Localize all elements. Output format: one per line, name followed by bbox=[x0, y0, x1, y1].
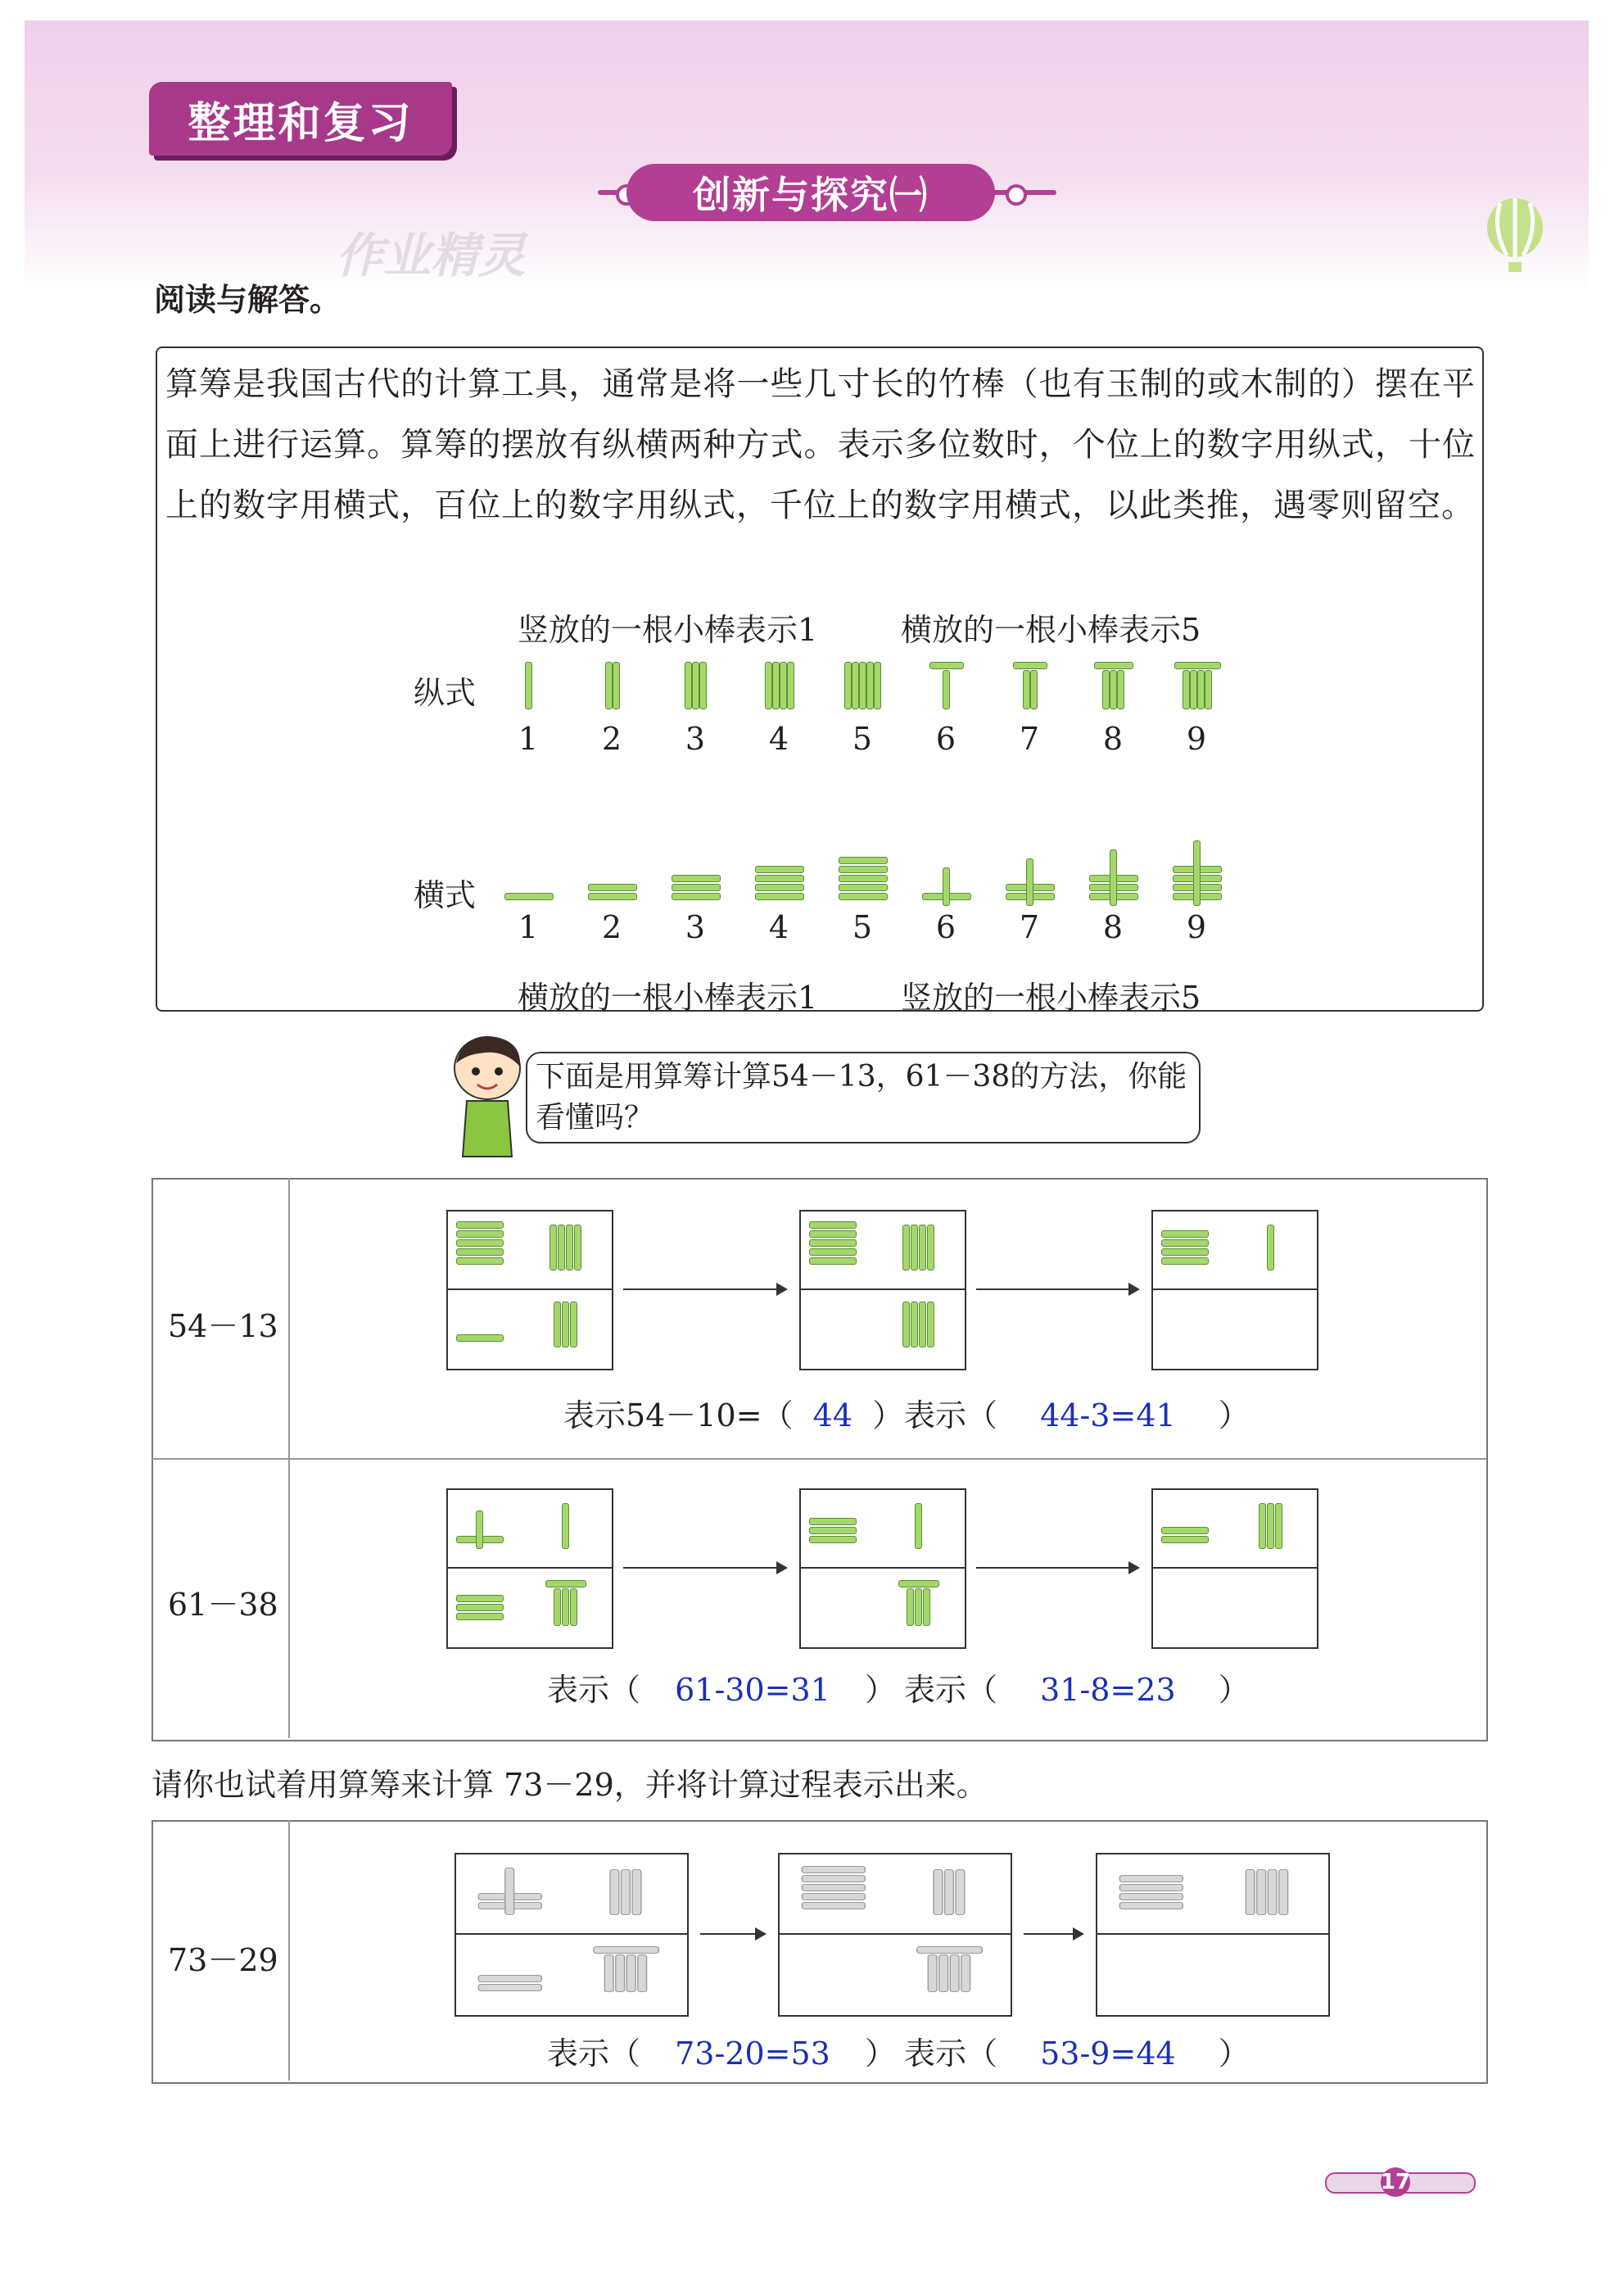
rod bbox=[631, 1869, 641, 1915]
rod bbox=[456, 1230, 504, 1238]
horizontal-digit-label: 9 bbox=[1186, 909, 1207, 945]
rod bbox=[1278, 1869, 1288, 1915]
rod bbox=[562, 1588, 569, 1626]
rod bbox=[478, 1975, 542, 1982]
rod bbox=[898, 1580, 939, 1587]
exercise-answer-2: 53-9=44 bbox=[1040, 2036, 1176, 2072]
frame-divider bbox=[801, 1288, 965, 1290]
rod bbox=[839, 875, 888, 882]
rod bbox=[780, 662, 787, 709]
rod bbox=[929, 662, 964, 669]
example-1-caption-1: 表示54－10=（ 44 ） bbox=[563, 1397, 904, 1433]
rod bbox=[476, 1510, 483, 1549]
rod bbox=[588, 893, 637, 900]
rod bbox=[809, 1536, 857, 1543]
rod bbox=[839, 857, 888, 864]
rod bbox=[1246, 1869, 1255, 1915]
boy-character-icon bbox=[446, 1034, 528, 1165]
exercise-label: 73－29 bbox=[168, 1942, 278, 1978]
rod bbox=[1119, 1884, 1183, 1891]
example-2-answer-2: 31-8=23 bbox=[1040, 1672, 1176, 1708]
rod bbox=[1119, 1875, 1183, 1882]
rod bbox=[613, 662, 620, 709]
example-2-step-1-frame bbox=[446, 1488, 613, 1649]
rod bbox=[570, 1302, 577, 1347]
rod bbox=[1161, 1230, 1209, 1238]
example-1-caption-2: 表示（ 44-3=41 ） bbox=[904, 1397, 1250, 1433]
horizontal-digit-label: 8 bbox=[1102, 909, 1124, 945]
arrow-icon bbox=[623, 1288, 785, 1290]
rod bbox=[525, 662, 532, 709]
frame-divider bbox=[448, 1288, 612, 1290]
vertical-caption-right: 横放的一根小棒表示5 bbox=[901, 612, 1201, 648]
rod bbox=[916, 1946, 983, 1954]
rod bbox=[456, 1239, 504, 1247]
horizontal-caption-right: 竖放的一根小棒表示5 bbox=[901, 980, 1201, 1016]
rod bbox=[562, 1503, 569, 1549]
rod bbox=[1190, 670, 1197, 709]
exercise-step-1-frame bbox=[455, 1853, 689, 2017]
rod bbox=[558, 1225, 565, 1270]
rod bbox=[839, 866, 888, 873]
rod bbox=[1023, 670, 1030, 709]
rod bbox=[915, 1588, 922, 1626]
rod bbox=[692, 662, 699, 709]
rod bbox=[1268, 1869, 1278, 1915]
rod bbox=[1161, 1536, 1209, 1543]
rod bbox=[911, 1225, 918, 1270]
rod bbox=[802, 1875, 866, 1882]
arrow-icon bbox=[623, 1567, 785, 1569]
rod bbox=[809, 1527, 857, 1534]
rod bbox=[574, 1225, 581, 1270]
vertical-digit-label: 5 bbox=[852, 721, 873, 757]
rod bbox=[809, 1257, 857, 1265]
horizontal-digit-label: 5 bbox=[852, 909, 873, 945]
rod bbox=[456, 1613, 504, 1620]
rod bbox=[802, 1884, 866, 1891]
arrow-icon bbox=[976, 1567, 1137, 1569]
rod bbox=[554, 1588, 561, 1626]
rod bbox=[1030, 670, 1038, 709]
arrow-icon bbox=[700, 1933, 763, 1935]
rod bbox=[961, 1954, 970, 1992]
rod bbox=[1161, 1248, 1209, 1256]
rod bbox=[456, 1248, 504, 1256]
rod bbox=[478, 1984, 542, 1991]
rod bbox=[593, 1946, 659, 1954]
rod bbox=[950, 1954, 960, 1992]
vertical-digit-label: 7 bbox=[1019, 721, 1040, 757]
rod bbox=[809, 1221, 857, 1229]
rod bbox=[1197, 670, 1205, 709]
rod bbox=[456, 1604, 504, 1611]
section-badge: 整理和复习 bbox=[149, 82, 452, 156]
example-1-step-3-frame bbox=[1151, 1210, 1318, 1370]
rod bbox=[852, 662, 859, 709]
horizontal-digit-label: 6 bbox=[935, 909, 957, 945]
rod bbox=[755, 893, 804, 900]
rod bbox=[615, 1954, 625, 1992]
frame-divider bbox=[456, 1933, 687, 1935]
rod bbox=[562, 1302, 569, 1347]
rod bbox=[943, 867, 950, 906]
vertical-digit-label: 8 bbox=[1102, 721, 1124, 757]
info-paragraph: 算筹是我国古代的计算工具，通常是将一些几寸长的竹棒（也有玉制的或木制的）摆在平面上进行运算。算筹的摆放有纵横两种方式。表示多位数时，个位上的数字用纵式，十位上的数字用横式，百位上的数字用纵式，千位上的数字用横式，以此类推，遇零则留空。 bbox=[165, 365, 1476, 524]
vertical-caption-left: 竖放的一根小棒表示1 bbox=[518, 612, 818, 648]
rod bbox=[1161, 1527, 1209, 1534]
vertical-digit-label: 6 bbox=[935, 721, 957, 757]
horizontal-digit-label: 1 bbox=[518, 909, 539, 945]
rod bbox=[1119, 1893, 1183, 1900]
rod bbox=[907, 1588, 914, 1626]
rod bbox=[456, 1257, 504, 1265]
rod bbox=[699, 662, 707, 709]
rod bbox=[672, 884, 721, 891]
example-1-answer-2: 44-3=41 bbox=[1040, 1397, 1176, 1433]
table-row-divider bbox=[152, 1458, 1486, 1460]
rod bbox=[609, 1869, 619, 1915]
rod bbox=[1026, 858, 1033, 906]
vertical-digit-label: 2 bbox=[601, 721, 622, 757]
rod bbox=[839, 884, 888, 891]
rod bbox=[626, 1954, 636, 1992]
rod bbox=[944, 1869, 954, 1915]
rod bbox=[902, 1225, 910, 1270]
rod bbox=[1094, 662, 1133, 669]
frame-divider bbox=[1097, 1933, 1328, 1935]
rod bbox=[902, 1302, 910, 1347]
rod bbox=[911, 1302, 918, 1347]
rod bbox=[1119, 1902, 1183, 1909]
rod bbox=[787, 662, 794, 709]
rod bbox=[755, 875, 804, 882]
rod bbox=[919, 1302, 926, 1347]
rod bbox=[1110, 670, 1117, 709]
horizontal-caption-left: 横放的一根小棒表示1 bbox=[518, 980, 818, 1016]
header-banner bbox=[25, 20, 1589, 291]
rod bbox=[765, 662, 772, 709]
exercise-caption-1: 表示（ 73-20=53 ） bbox=[547, 2036, 896, 2072]
horizontal-digit-label: 4 bbox=[768, 909, 789, 945]
frame-divider bbox=[1153, 1288, 1317, 1290]
rod bbox=[545, 1580, 586, 1587]
rod bbox=[549, 1225, 557, 1270]
rod bbox=[866, 662, 874, 709]
rod bbox=[1117, 670, 1124, 709]
horizontal-label: 横式 bbox=[414, 877, 477, 913]
rod bbox=[809, 1518, 857, 1525]
rod bbox=[938, 1954, 948, 1992]
rod bbox=[755, 884, 804, 891]
rod bbox=[604, 1954, 614, 1992]
rod bbox=[928, 1954, 938, 1992]
rod bbox=[915, 1503, 922, 1549]
rod bbox=[1183, 670, 1190, 709]
horizontal-digit-label: 2 bbox=[601, 909, 622, 945]
arrow-icon bbox=[976, 1288, 1137, 1290]
watermark: 作业精灵 bbox=[336, 228, 527, 283]
rod bbox=[605, 662, 613, 709]
rod bbox=[672, 875, 721, 882]
vertical-digit-label: 1 bbox=[518, 721, 539, 757]
rod bbox=[809, 1230, 857, 1238]
frame-divider bbox=[1153, 1567, 1317, 1569]
rod bbox=[1161, 1257, 1209, 1265]
intro-label: 阅读与解答。 bbox=[154, 282, 341, 318]
rod bbox=[1259, 1503, 1266, 1549]
rod bbox=[554, 1302, 561, 1347]
exercise-step-3-frame bbox=[1096, 1853, 1330, 2017]
rod bbox=[1013, 662, 1047, 669]
horizontal-digit-label: 3 bbox=[685, 909, 706, 945]
rod bbox=[802, 1893, 866, 1900]
rod bbox=[839, 893, 888, 900]
exercise-divider bbox=[288, 1820, 290, 2081]
rod bbox=[809, 1248, 857, 1256]
rod bbox=[927, 1302, 934, 1347]
vertical-digit-label: 3 bbox=[685, 721, 706, 757]
vertical-digit-label: 9 bbox=[1186, 721, 1207, 757]
rod bbox=[570, 1588, 577, 1626]
rod bbox=[456, 1334, 504, 1342]
example-2-step-2-frame bbox=[799, 1488, 966, 1649]
example-2-caption-2: 表示（ 31-8=23 ） bbox=[904, 1672, 1250, 1708]
rod bbox=[1267, 1503, 1274, 1549]
page-number: 17 bbox=[1381, 2167, 1410, 2197]
rod bbox=[802, 1902, 866, 1909]
example-1-step-2-frame bbox=[799, 1210, 966, 1370]
rod bbox=[566, 1225, 573, 1270]
rod bbox=[637, 1954, 647, 1992]
frame-divider bbox=[780, 1933, 1011, 1935]
example-2-step-3-frame bbox=[1151, 1488, 1318, 1649]
rod bbox=[802, 1866, 866, 1873]
rod bbox=[456, 1221, 504, 1229]
example-2-caption-1: 表示（ 61-30=31 ） bbox=[547, 1672, 896, 1708]
rod bbox=[927, 1225, 934, 1270]
task-text: 请你也试着用算筹来计算 73－29，并将计算过程表示出来。 bbox=[152, 1767, 988, 1803]
rod bbox=[859, 662, 866, 709]
rod bbox=[1267, 1225, 1274, 1270]
example-1-step-1-frame bbox=[446, 1210, 613, 1370]
rod bbox=[456, 1595, 504, 1602]
rod bbox=[874, 662, 881, 709]
rod bbox=[504, 1868, 514, 1915]
example-1-label: 54－13 bbox=[168, 1308, 278, 1344]
rod bbox=[588, 884, 637, 891]
horizontal-digit-label: 7 bbox=[1019, 909, 1040, 945]
rod bbox=[504, 893, 554, 900]
arrow-icon bbox=[1024, 1933, 1081, 1935]
vertical-digit-label: 4 bbox=[768, 721, 789, 757]
rod bbox=[1102, 670, 1110, 709]
rod bbox=[1110, 849, 1117, 906]
rod bbox=[933, 1869, 943, 1915]
rod bbox=[955, 1869, 965, 1915]
rod bbox=[1275, 1503, 1282, 1549]
rod bbox=[672, 893, 721, 900]
speech-text: 下面是用算筹计算54－13，61－38的方法，你能看懂吗？ bbox=[536, 1060, 1187, 1134]
frame-divider bbox=[448, 1567, 612, 1569]
rod bbox=[755, 866, 804, 873]
rod bbox=[772, 662, 780, 709]
subtitle-dot-right bbox=[1006, 184, 1027, 206]
example-2-label: 61－38 bbox=[168, 1587, 278, 1623]
rod bbox=[1256, 1869, 1266, 1915]
subtitle: 创新与探究㈠ bbox=[626, 164, 995, 221]
rod bbox=[943, 670, 950, 709]
rod bbox=[1193, 840, 1201, 906]
balloon-icon bbox=[1482, 197, 1548, 279]
rod bbox=[1174, 662, 1221, 669]
exercise-answer-1: 73-20=53 bbox=[675, 2036, 830, 2072]
rod bbox=[844, 662, 852, 709]
rod bbox=[919, 1225, 926, 1270]
example-2-answer-1: 61-30=31 bbox=[675, 1672, 830, 1708]
rod bbox=[1161, 1239, 1209, 1247]
rod bbox=[685, 662, 692, 709]
exercise-step-2-frame bbox=[778, 1853, 1012, 2017]
rod bbox=[809, 1239, 857, 1247]
vertical-label: 纵式 bbox=[414, 675, 477, 711]
frame-divider bbox=[801, 1567, 965, 1569]
exercise-caption-2: 表示（ 53-9=44 ） bbox=[904, 2036, 1250, 2072]
rod bbox=[621, 1869, 631, 1915]
rod bbox=[1205, 670, 1212, 709]
example-1-answer-1: 44 bbox=[812, 1397, 853, 1433]
rod bbox=[923, 1588, 930, 1626]
